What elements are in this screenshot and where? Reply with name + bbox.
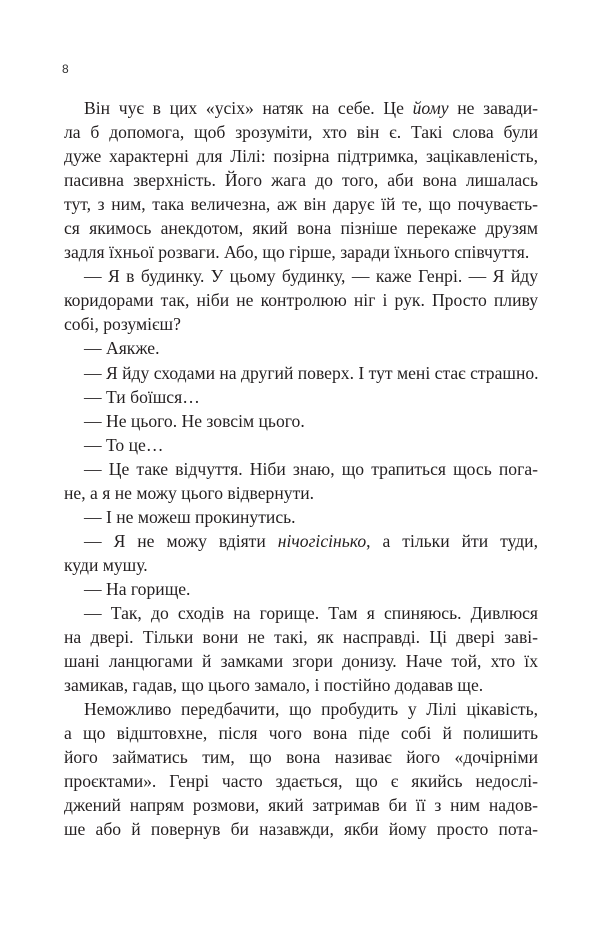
text-segment: — Не цього. Не зовсім цього. <box>84 410 305 431</box>
text-line <box>64 625 538 649</box>
text-segment: — Так, до сходів на горище. Там я спиняюсь. Дивлюся <box>84 602 538 623</box>
text-line <box>64 601 538 625</box>
text-segment: собі, розумієш? <box>64 314 181 335</box>
text-line <box>64 721 538 745</box>
text-line <box>64 433 538 457</box>
text-segment: Неможливо передбачити, що пробудить у Лілі цікавість, <box>84 699 538 720</box>
text-line <box>64 240 538 264</box>
text-segment: ла б допомога, щоб зрозуміти, хто він є. Такі слова були <box>64 122 538 143</box>
text-segment: ся якимось анекдотом, який вона пізніше перекаже друзям <box>64 218 538 239</box>
text-line <box>64 745 538 769</box>
text-line <box>64 457 538 481</box>
text-segment: — Я не можу вдіяти <box>84 530 278 551</box>
text-segment: ше або й повернув би назавжди, якби йому просто пота- <box>64 819 538 840</box>
text-segment: куди мушу. <box>64 554 148 575</box>
text-segment: не завади- <box>448 98 538 118</box>
text-segment: — І не можеш прокинутись. <box>84 506 296 527</box>
text-segment: проєктами». Генрі часто здається, що є якийсь недослі- <box>64 771 538 792</box>
text-line <box>64 553 538 577</box>
text-segment: не, а я не можу цього відвернути. <box>64 482 315 503</box>
text-line <box>64 385 538 409</box>
text-segment: джений напрям розмови, який затримав би її з ним надов- <box>64 795 538 816</box>
text-segment: його займатись тим, що вона називає його «дочірніми <box>64 747 538 768</box>
text-line <box>64 288 538 312</box>
text-line <box>64 673 538 697</box>
text-segment: — Аякже. <box>84 338 160 359</box>
text-line <box>64 361 538 385</box>
text-segment: задля їхньої розваги. Або, що гірше, заради їхнього співчуття. <box>64 242 530 263</box>
text-segment: — Я йду сходами на другий поверх. І тут мені стає страшно. <box>84 362 539 383</box>
text-segment: дуже характерні для Лілі: позірна підтримка, зацікавленість, <box>64 146 538 167</box>
text-line <box>64 529 538 553</box>
text-line <box>64 168 538 192</box>
text-segment: — То це… <box>84 434 164 455</box>
text-line <box>64 769 538 793</box>
text-line <box>64 577 538 601</box>
text-line <box>64 144 538 168</box>
text-line <box>64 216 538 240</box>
text-line <box>64 96 538 120</box>
page-number: 8 <box>62 62 69 76</box>
text-segment: — На горище. <box>84 578 191 599</box>
text-segment: а що відштовхне, після чого вона піде собі й полишить <box>64 723 538 744</box>
text-segment: замикав, гадав, що цього замало, і постійно додавав ще. <box>64 675 484 696</box>
text-line <box>64 697 538 721</box>
text-line <box>64 336 538 360</box>
text-segment: коридорами так, ніби не контролюю ніг і рук. Просто пливу <box>64 290 538 311</box>
text-line <box>64 481 538 505</box>
text-segment: Він чує в цих «усіх» натяк на себе. Це <box>84 98 413 118</box>
text-line <box>64 264 538 288</box>
text-line <box>64 120 538 144</box>
text-line <box>64 817 538 841</box>
italic-text: йому <box>412 98 449 118</box>
text-segment: шані ланцюгами й замками згори донизу. Наче той, хто їх <box>64 651 538 672</box>
text-segment: , а тільки йти туди, <box>366 530 538 551</box>
text-segment: пасивна зверхність. Його жага до того, аби вона лишалась <box>64 170 538 191</box>
body-text <box>64 96 538 841</box>
text-line <box>64 409 538 433</box>
italic-text: нічогісінько <box>277 530 367 551</box>
text-segment: — Ти боїшся… <box>84 386 200 407</box>
text-line <box>64 312 538 336</box>
text-line <box>64 192 538 216</box>
text-segment: — Це таке відчуття. Ніби знаю, що трапиться щось пога- <box>84 458 538 479</box>
text-line <box>64 505 538 529</box>
text-line <box>64 793 538 817</box>
text-segment: — Я в будинку. У цьому будинку, — каже Генрі. — Я йду <box>84 266 538 287</box>
text-segment: тут, з ним, така величезна, аж він дарує їй те, що почуваєть- <box>64 194 538 215</box>
text-segment: на двері. Тільки вони не такі, як насправді. Ці двері заві- <box>64 627 538 648</box>
text-line <box>64 649 538 673</box>
